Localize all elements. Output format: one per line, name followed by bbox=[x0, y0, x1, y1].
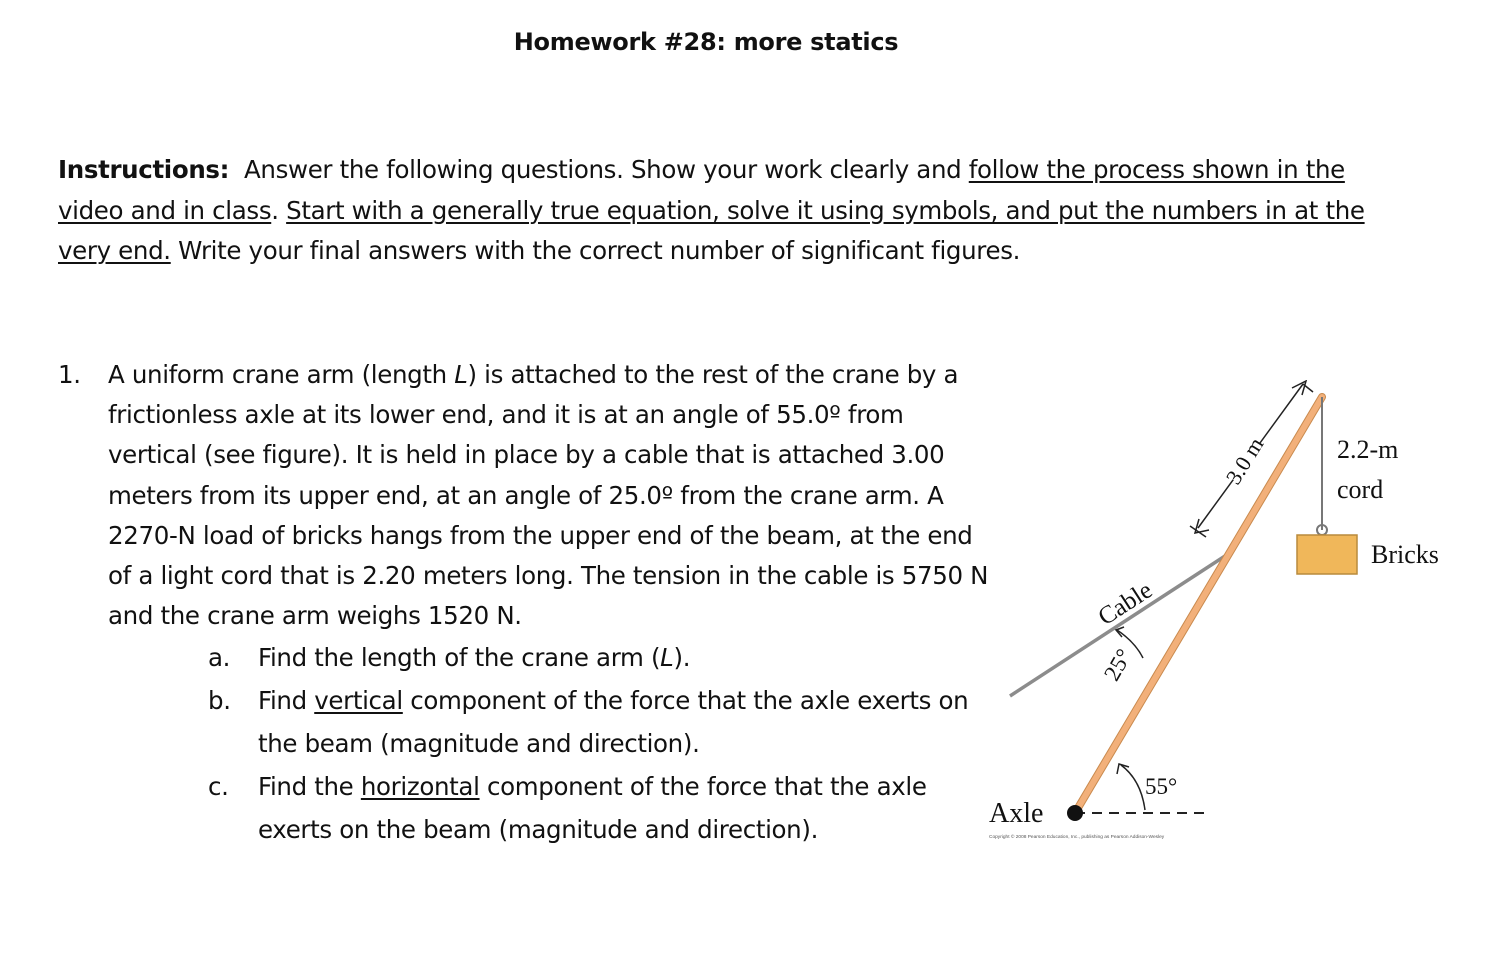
subquestion-a bbox=[58, 636, 998, 679]
subquestions bbox=[58, 636, 998, 851]
problem-number: 1. bbox=[58, 360, 81, 389]
instructions-underlined-1: follow the process shown in the video and in class bbox=[58, 155, 1345, 225]
subquestion-c-text-2: component of the force that the axle exerts on the beam (magnitude and direction). bbox=[258, 772, 927, 845]
subquestion-c-label: c. bbox=[208, 772, 229, 802]
subquestion-a-text-2: ). bbox=[673, 643, 691, 673]
subquestion-c-underlined: horizontal bbox=[360, 772, 480, 802]
subquestion-b-text-2: component of the force that the axle exerts on the beam (magnitude and direction). bbox=[258, 686, 969, 759]
copyright-notice: Copyright © 2008 Pearson Education, Inc., publishing as Pearson Addison-Wesley bbox=[989, 835, 1165, 840]
dimension-label: 3.0 m bbox=[1220, 432, 1269, 489]
crane-figure bbox=[985, 380, 1465, 850]
bricks-box bbox=[1297, 535, 1357, 574]
cable-label: Cable bbox=[1093, 576, 1158, 632]
subquestion-b-text-1: Find bbox=[258, 686, 315, 716]
subquestion-a-text-1: Find the length of the crane arm ( bbox=[258, 643, 661, 673]
instructions-label: Instructions: bbox=[58, 155, 230, 184]
instructions-underlined-2: Start with a generally true equation, solve it using symbols, and put the numbers in at the very end. bbox=[58, 195, 1365, 265]
subquestion-c-text-1: Find the bbox=[258, 772, 361, 802]
subquestion-b-label: b. bbox=[208, 686, 231, 716]
problem-statement bbox=[108, 355, 998, 636]
instructions-paragraph bbox=[58, 150, 1368, 272]
subquestion-b bbox=[58, 679, 998, 765]
axle-label: Axle bbox=[989, 798, 1044, 829]
subquestion-a-variable: L bbox=[660, 643, 674, 673]
instructions-text-3: Write your final answers with the correct number of significant figures. bbox=[170, 236, 1021, 265]
bricks-label: Bricks bbox=[1371, 540, 1439, 569]
problem-1 bbox=[58, 355, 998, 851]
cord-label-line-1: 2.2-m bbox=[1337, 435, 1399, 464]
instructions-text-1: Answer the following questions. Show your work clearly and bbox=[244, 155, 969, 184]
axle-pin bbox=[1067, 805, 1083, 821]
axle-angle-label: 55° bbox=[1145, 774, 1178, 799]
subquestion-b-underlined: vertical bbox=[314, 686, 403, 716]
subquestion-a-label: a. bbox=[208, 643, 231, 673]
dimension-arrowhead-high bbox=[1292, 381, 1306, 395]
problem-text-2: ) is attached to the rest of the crane by a frictionless axle at its lower end, and it is at an angle of 55.0º from vertical (see figure). It is held in place by a cable that is attached 3.00 meters from its upper end, at an angle of 25.0º from the crane arm. A 2270-N load of bricks hangs from the upper end of the beam, at the end of a light cord that is 2.20 meters long. The tension in the cable is 5750 N and the crane arm weighs 1520 N. bbox=[108, 360, 989, 631]
subquestion-c bbox=[58, 765, 998, 851]
problem-variable-L: L bbox=[454, 360, 468, 389]
instructions-text-2: . bbox=[271, 195, 287, 225]
cable-angle-label: 25° bbox=[1099, 644, 1137, 685]
cord-label-line-2: cord bbox=[1337, 475, 1384, 504]
axle-angle-arc bbox=[1121, 765, 1145, 810]
axle-angle-arrowhead bbox=[1117, 764, 1129, 774]
page-title: Homework #28: more statics bbox=[513, 28, 899, 56]
problem-text-1: A uniform crane arm (length bbox=[108, 360, 455, 389]
